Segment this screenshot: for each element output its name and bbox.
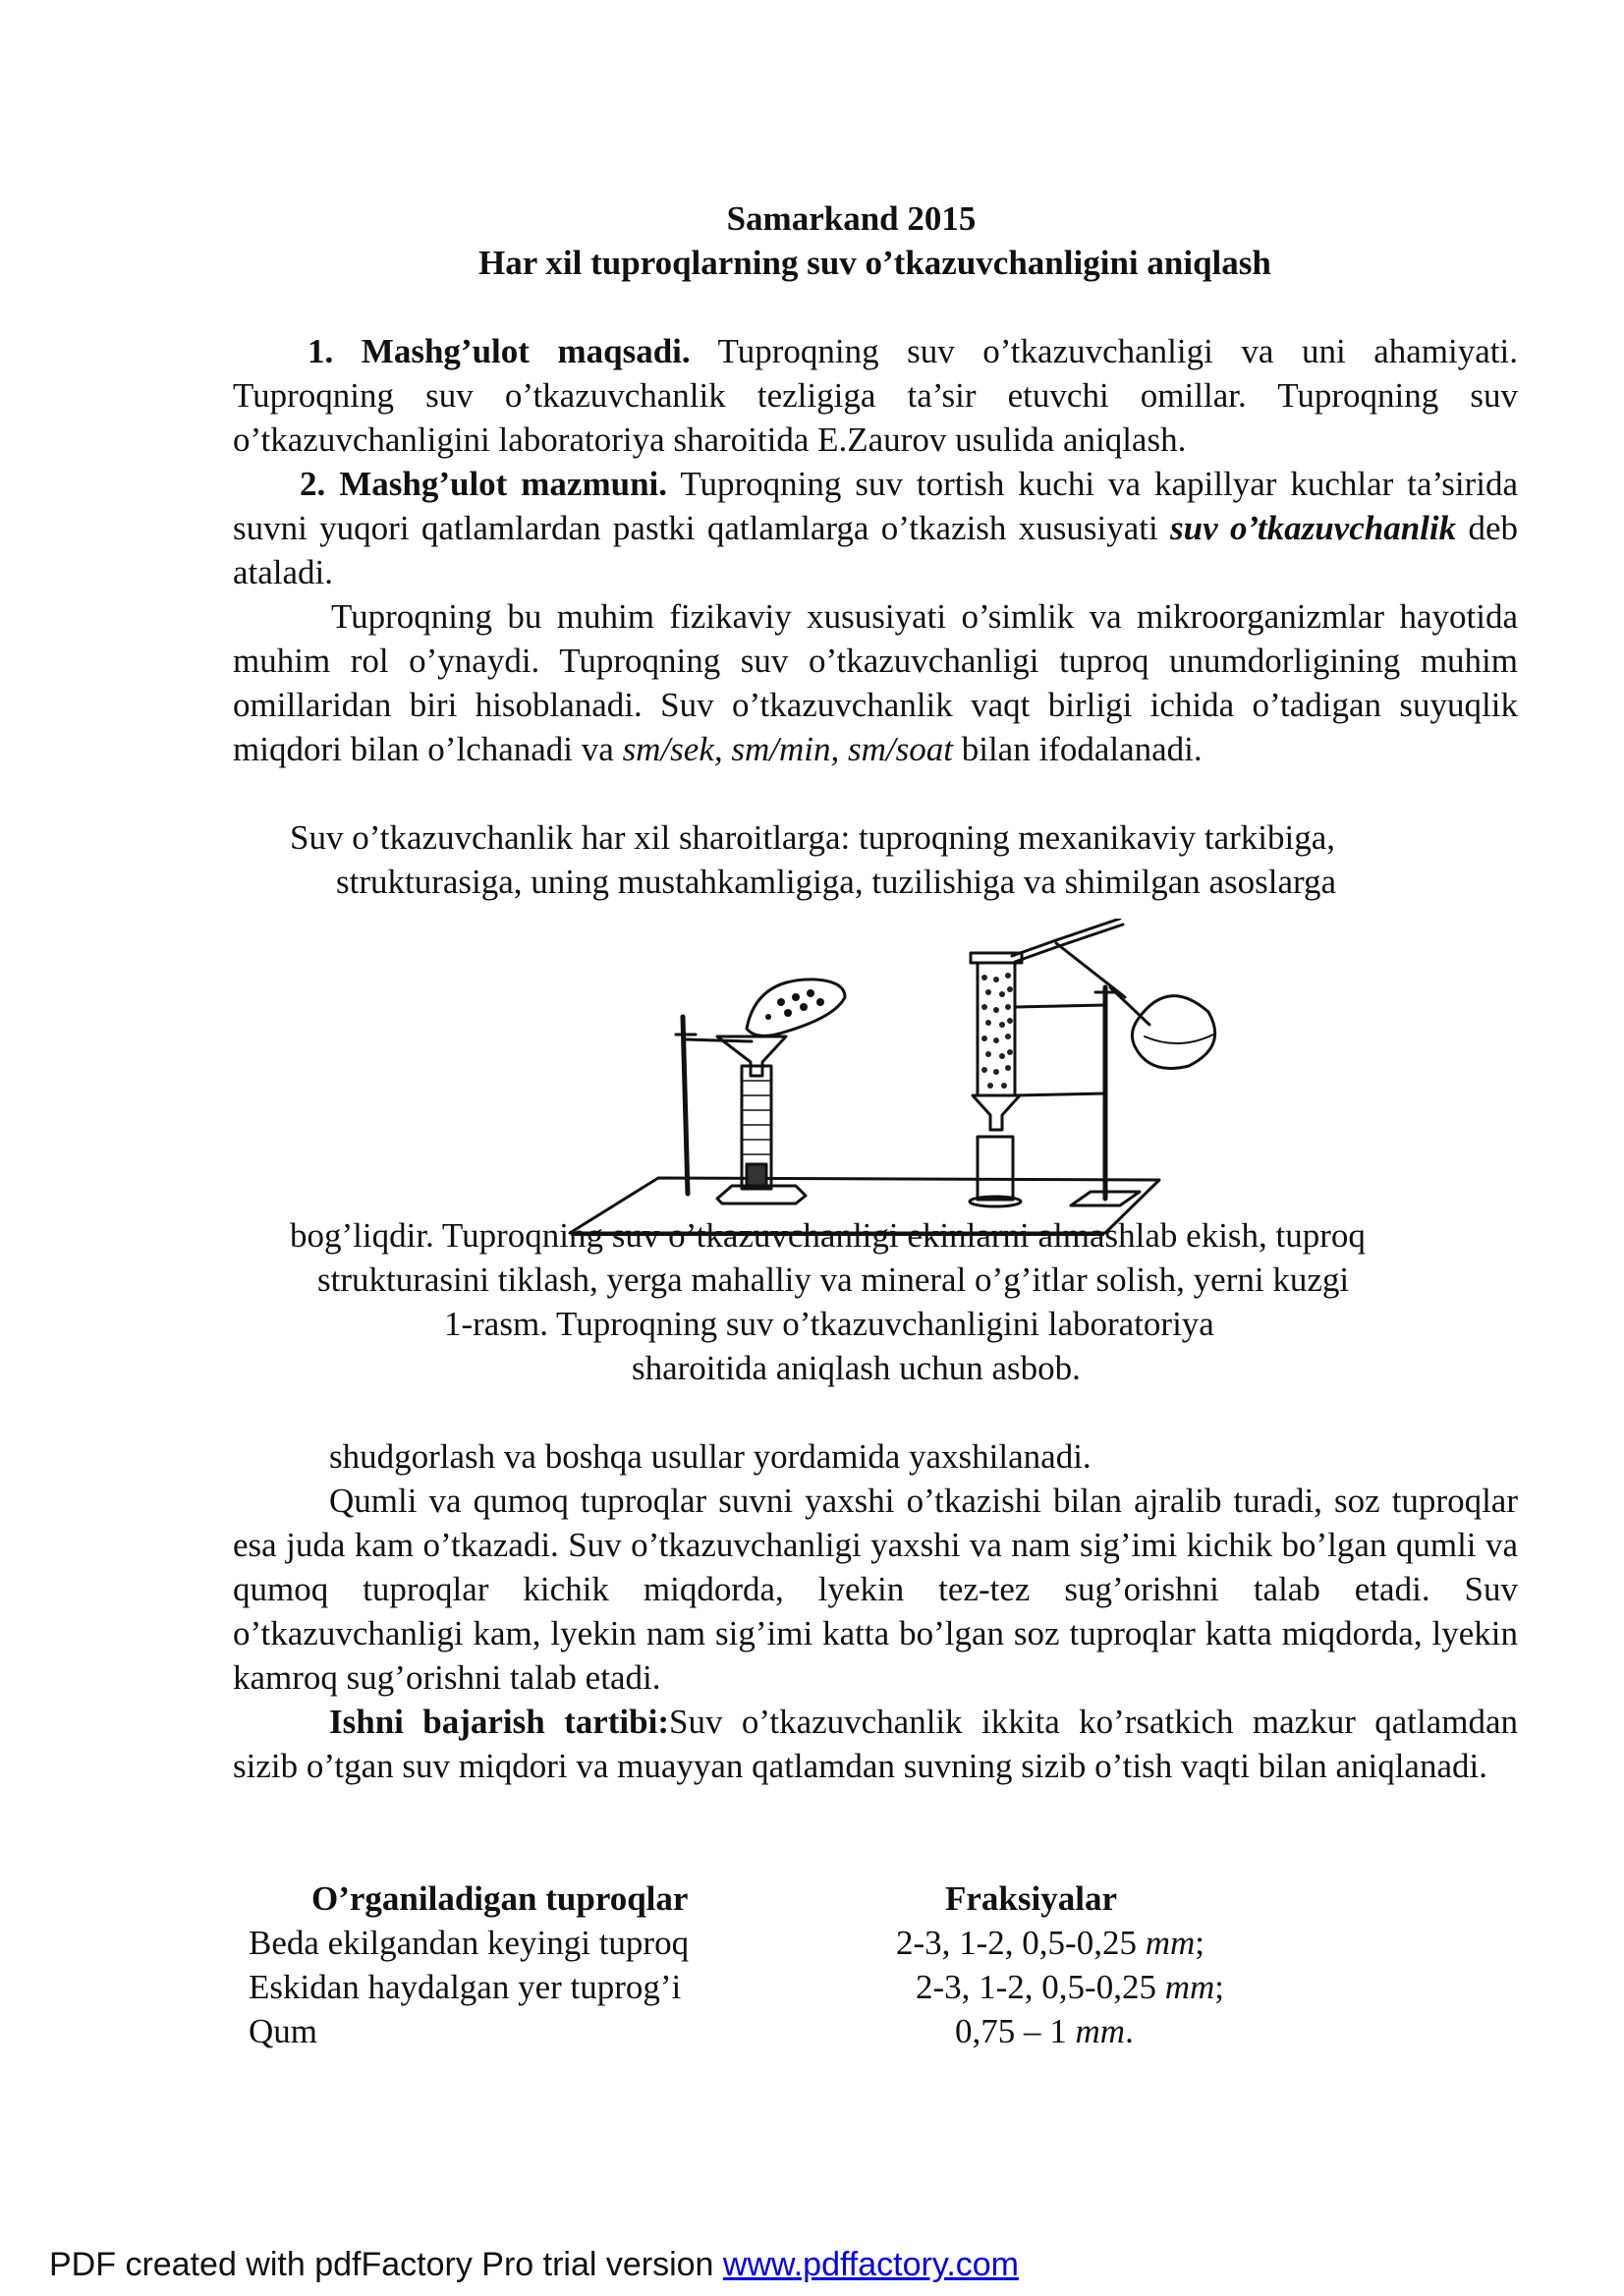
- right-clamp-upper: [1015, 1005, 1105, 1007]
- section-content-end: deb ataladi.: [233, 509, 1518, 591]
- table-row-soil: Beda ekilgandan keyingi tuproq: [249, 1924, 690, 1962]
- figure-caption-line-2: sharoitida aniqlash uchun asbob.: [632, 1349, 1081, 1387]
- flask-body: [1132, 996, 1214, 1069]
- table-row-fraction: [896, 1921, 1204, 1965]
- section-content: [233, 462, 1518, 594]
- after-figure-line-1: bog’liqdir. Tuproqning suv o’tkazuvchanligi ekinlarni almashlab ekish, tuproq: [290, 1216, 1366, 1255]
- section-goal-text: Tuproqning suv o’tkazuvchanligi va uni ahamiyati. Tuproqning suv o’tkazuvchanlik tezligiga ta’sir etuvchi omillar. Tuproqning suv o’tkazuvchanligini laboratoriya sharoitida E.Zaurov usulida aniqlash.: [233, 332, 1518, 459]
- footer-text: PDF created with pdfFactory Pro trial version: [49, 2246, 723, 2283]
- table-row-soil: Qum: [249, 2012, 317, 2050]
- fraction-unit: mm: [1145, 1924, 1196, 1962]
- section-goal: [233, 329, 1518, 462]
- fraction-unit: mm: [1075, 2012, 1126, 2050]
- conditions-line-2: strukturasiga, uning mustahkamligiga, tuzilishiga va shimilgan asoslarga: [336, 863, 1337, 901]
- fraction-value: 0,75 – 1: [955, 2012, 1076, 2050]
- units-text: sm/sek, sm/min, sm/soat: [622, 730, 953, 768]
- term-highlight: suv o’tkazuvchanlik: [1170, 509, 1457, 547]
- table-row-fraction: [955, 2009, 1134, 2053]
- pdf-footer: [49, 2243, 1019, 2287]
- section-content-text: Tuproqning suv tortish kuchi va kapillyar kuchlar ta’sirida suvni yuqori qatlamlardan pastki qatlamlarga o’tkazish xususiyati: [233, 465, 1518, 547]
- right-clamp-lower: [1015, 1093, 1105, 1095]
- pouring-dish: [747, 980, 845, 1036]
- figure-caption-line-1: 1-rasm. Tuproqning suv o’tkazuvchanligini laboratoriya: [444, 1305, 1214, 1343]
- table-row-soil: Eskidan haydalgan yer tuprog’i: [249, 1968, 682, 2006]
- fraction-tail: .: [1125, 2012, 1134, 2050]
- procedure-text: Suv o’tkazuvchanlik ikkita ko’rsatkich mazkur qatlamdan sizib o’tgan suv miqdori va muayyan qatlamdan suvning sizib o’tish vaqti bilan aniqlanadi.: [233, 1703, 1518, 1785]
- section-content-label: 2. Mashg’ulot mazmuni.: [300, 465, 668, 503]
- fraction-tail: ;: [1214, 1968, 1225, 2006]
- collecting-cylinder: [978, 1137, 1013, 1200]
- paragraph-procedure: [233, 1700, 1518, 1788]
- column-tube: [978, 963, 1015, 1095]
- section-goal-label: 1. Mashg’ulot maqsadi.: [308, 332, 691, 370]
- fraction-unit: mm: [1164, 1968, 1215, 2006]
- column-funnel: [973, 1095, 1020, 1130]
- conditions-line-1: Suv o’tkazuvchanlik har xil sharoitlarga: tuproqning mexanikaviy tarkibiga,: [290, 818, 1336, 857]
- table-row-fraction: [916, 1965, 1224, 2009]
- paragraph-soil-types: Qumli va qumoq tuproqlar suvni yaxshi o’tkazishi bilan ajralib turadi, soz tuproqlar esa juda kam o’tkazadi. Suv o’tkazuvchanligi yaxshi va nam sig’imi kichik bo’lgan qumli va qumoq tuproqlar kichik miqdorda, lyekin tez-tez sug’orishni talab etadi. Suv o’tkazuvchanligi kam, lyekin nam sig’imi katta bo’lgan soz tuproqlar katta miqdorda, lyekin kamroq sug’orishni talab etadi.: [233, 1482, 1518, 1697]
- paragraph-importance-end: bilan ifodalanadi.: [952, 730, 1203, 768]
- fraction-value: 2-3, 1-2, 0,5-0,25: [916, 1968, 1165, 2006]
- paragraph-importance-text: Tuproqning bu muhim fizikaviy xususiyati o’simlik va mikroorganizmlar hayotida muhim rol o’ynaydi. Tuproqning suv o’tkazuvchanligi tuproq unumdorligining muhim omillaridan biri hisoblanadi. Suv o’tkazuvchanlik vaqt birligi ichida o’tadigan suyuqlik miqdori bilan o’lchanadi va: [233, 597, 1518, 768]
- flask-neck: [1110, 987, 1149, 1025]
- fraction-tail: ;: [1195, 1924, 1205, 1962]
- improvement-line: shudgorlash va boshqa usullar yordamida yaxshilanadi.: [329, 1437, 1092, 1476]
- footer-link[interactable]: www.pdffactory.com: [722, 2246, 1019, 2283]
- apparatus-figure: [560, 919, 1218, 1253]
- fraction-value: 2-3, 1-2, 0,5-0,25: [896, 1924, 1146, 1962]
- table-header-fractions: Fraksiyalar: [945, 1879, 1117, 1918]
- city-year-heading: Samarkand 2015: [726, 199, 977, 238]
- left-stand-rod: [683, 1017, 688, 1194]
- table-header-soils: O’rganiladigan tuproqlar: [311, 1879, 689, 1918]
- document-title: Har xil tuproqlarning suv o’tkazuvchanligini aniqlash: [478, 244, 1271, 282]
- procedure-label: Ishni bajarish tartibi:: [329, 1703, 669, 1741]
- left-clamp-arm: [686, 1039, 752, 1041]
- after-figure-line-2: strukturasini tiklash, yerga mahalliy va mineral o’g’itlar solish, yerni kuzgi: [317, 1260, 1350, 1299]
- paragraph-importance: [233, 594, 1518, 771]
